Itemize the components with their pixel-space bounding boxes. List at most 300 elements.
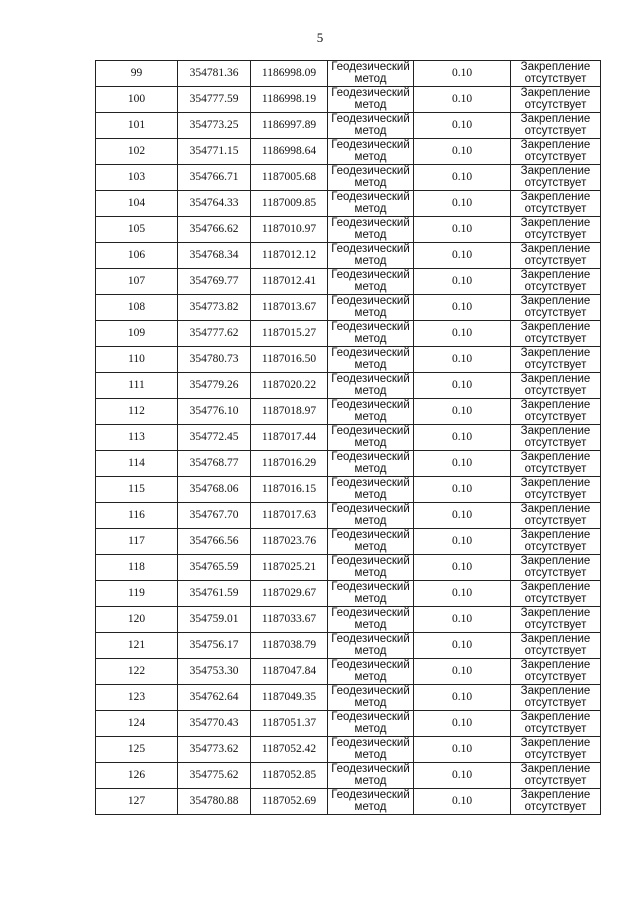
point-number-cell: 100 xyxy=(96,87,178,113)
fixation-text-line2: отсутствует xyxy=(524,514,587,527)
method-text-line1: Геодезический xyxy=(331,321,410,333)
table-row xyxy=(96,243,601,269)
fixation-text-line2: отсутствует xyxy=(524,644,587,657)
method-cell xyxy=(328,269,414,295)
table-row xyxy=(96,529,601,555)
accuracy-cell: 0.10 xyxy=(414,529,511,555)
method-text-line2: метод xyxy=(354,124,387,137)
point-number-cell: 99 xyxy=(96,61,178,87)
x-coordinate-cell: 354764.33 xyxy=(178,191,251,217)
fixation-cell xyxy=(511,113,601,139)
y-coordinate-cell: 1187016.29 xyxy=(251,451,328,477)
method-text-line1: Геодезический xyxy=(331,711,410,723)
fixation-cell xyxy=(511,659,601,685)
method-text-line2: метод xyxy=(354,98,387,111)
fixation-cell xyxy=(511,87,601,113)
fixation-cell xyxy=(511,139,601,165)
method-cell xyxy=(328,633,414,659)
accuracy-cell: 0.10 xyxy=(414,399,511,425)
table-row xyxy=(96,763,601,789)
fixation-text-line1: Закрепление xyxy=(520,711,591,723)
method-text-line2: метод xyxy=(354,748,387,761)
accuracy-cell: 0.10 xyxy=(414,139,511,165)
method-text-line1: Геодезический xyxy=(331,191,410,203)
accuracy-cell: 0.10 xyxy=(414,711,511,737)
fixation-text-line2: отсутствует xyxy=(524,176,587,189)
fixation-text-line2: отсутствует xyxy=(524,280,587,293)
y-coordinate-cell: 1186998.19 xyxy=(251,87,328,113)
point-number-cell: 117 xyxy=(96,529,178,555)
y-coordinate-cell: 1187016.50 xyxy=(251,347,328,373)
fixation-cell xyxy=(511,529,601,555)
method-text-line2: метод xyxy=(354,462,387,475)
accuracy-cell: 0.10 xyxy=(414,61,511,87)
point-number-cell: 113 xyxy=(96,425,178,451)
method-cell xyxy=(328,87,414,113)
y-coordinate-cell: 1187020.22 xyxy=(251,373,328,399)
page-number: 5 xyxy=(316,30,324,45)
method-cell xyxy=(328,243,414,269)
fixation-cell xyxy=(511,373,601,399)
method-text-line2: метод xyxy=(354,488,387,501)
point-number-cell: 111 xyxy=(96,373,178,399)
fixation-text-line1: Закрепление xyxy=(520,737,591,749)
method-text-line2: метод xyxy=(354,384,387,397)
accuracy-cell: 0.10 xyxy=(414,295,511,321)
fixation-cell xyxy=(511,737,601,763)
method-cell xyxy=(328,763,414,789)
table-row xyxy=(96,737,601,763)
method-text-line1: Геодезический xyxy=(331,529,410,541)
y-coordinate-cell: 1187052.42 xyxy=(251,737,328,763)
y-coordinate-cell: 1187049.35 xyxy=(251,685,328,711)
fixation-cell xyxy=(511,217,601,243)
fixation-text-line2: отсутствует xyxy=(524,566,587,579)
method-text-line2: метод xyxy=(354,176,387,189)
method-text-line1: Геодезический xyxy=(331,451,410,463)
fixation-text-line2: отсутствует xyxy=(524,124,587,137)
method-text-line2: метод xyxy=(354,306,387,319)
fixation-text-line2: отсутствует xyxy=(524,696,587,709)
y-coordinate-cell: 1187012.41 xyxy=(251,269,328,295)
table-row xyxy=(96,477,601,503)
method-text-line2: метод xyxy=(354,254,387,267)
fixation-text-line1: Закрепление xyxy=(520,399,591,411)
method-text-line1: Геодезический xyxy=(331,659,410,671)
table-row xyxy=(96,659,601,685)
y-coordinate-cell: 1187015.27 xyxy=(251,321,328,347)
method-text-line2: метод xyxy=(354,670,387,683)
accuracy-cell: 0.10 xyxy=(414,243,511,269)
point-number-cell: 112 xyxy=(96,399,178,425)
accuracy-cell: 0.10 xyxy=(414,321,511,347)
point-number-cell: 106 xyxy=(96,243,178,269)
method-text-line2: метод xyxy=(354,72,387,85)
method-cell xyxy=(328,295,414,321)
method-text-line1: Геодезический xyxy=(331,295,410,307)
fixation-text-line1: Закрепление xyxy=(520,581,591,593)
fixation-text-line2: отсутствует xyxy=(524,488,587,501)
method-cell xyxy=(328,425,414,451)
method-cell xyxy=(328,477,414,503)
point-number-cell: 115 xyxy=(96,477,178,503)
x-coordinate-cell: 354768.06 xyxy=(178,477,251,503)
x-coordinate-cell: 354765.59 xyxy=(178,555,251,581)
fixation-text-line2: отсутствует xyxy=(524,150,587,163)
method-text-line1: Геодезический xyxy=(331,789,410,801)
method-text-line2: метод xyxy=(354,800,387,813)
method-text-line1: Геодезический xyxy=(331,477,410,489)
fixation-text-line1: Закрепление xyxy=(520,139,591,151)
method-cell xyxy=(328,503,414,529)
table-row xyxy=(96,295,601,321)
point-number-cell: 103 xyxy=(96,165,178,191)
point-number-cell: 121 xyxy=(96,633,178,659)
fixation-text-line1: Закрепление xyxy=(520,87,591,99)
fixation-text-line1: Закрепление xyxy=(520,763,591,775)
table-row xyxy=(96,503,601,529)
y-coordinate-cell: 1187005.68 xyxy=(251,165,328,191)
table-row xyxy=(96,555,601,581)
fixation-cell xyxy=(511,555,601,581)
method-cell xyxy=(328,685,414,711)
x-coordinate-cell: 354759.01 xyxy=(178,607,251,633)
method-text-line2: метод xyxy=(354,332,387,345)
method-text-line1: Геодезический xyxy=(331,607,410,619)
fixation-cell xyxy=(511,321,601,347)
method-cell xyxy=(328,165,414,191)
fixation-cell xyxy=(511,425,601,451)
table-row xyxy=(96,191,601,217)
x-coordinate-cell: 354777.59 xyxy=(178,87,251,113)
y-coordinate-cell: 1186998.64 xyxy=(251,139,328,165)
table-row xyxy=(96,607,601,633)
y-coordinate-cell: 1187033.67 xyxy=(251,607,328,633)
table-row xyxy=(96,217,601,243)
method-text-line1: Геодезический xyxy=(331,425,410,437)
x-coordinate-cell: 354772.45 xyxy=(178,425,251,451)
fixation-cell xyxy=(511,789,601,815)
point-number-cell: 122 xyxy=(96,659,178,685)
x-coordinate-cell: 354771.15 xyxy=(178,139,251,165)
fixation-text-line1: Закрепление xyxy=(520,607,591,619)
x-coordinate-cell: 354766.71 xyxy=(178,165,251,191)
point-number-cell: 114 xyxy=(96,451,178,477)
method-text-line1: Геодезический xyxy=(331,87,410,99)
x-coordinate-cell: 354779.26 xyxy=(178,373,251,399)
method-text-line1: Геодезический xyxy=(331,347,410,359)
method-text-line2: метод xyxy=(354,436,387,449)
fixation-text-line1: Закрепление xyxy=(520,659,591,671)
fixation-cell xyxy=(511,763,601,789)
method-text-line1: Геодезический xyxy=(331,217,410,229)
method-text-line2: метод xyxy=(354,228,387,241)
coordinates-table-body xyxy=(96,61,601,815)
fixation-cell xyxy=(511,503,601,529)
fixation-text-line2: отсутствует xyxy=(524,332,587,345)
method-text-line2: метод xyxy=(354,280,387,293)
fixation-text-line2: отсутствует xyxy=(524,384,587,397)
fixation-text-line2: отсутствует xyxy=(524,98,587,111)
point-number-cell: 104 xyxy=(96,191,178,217)
y-coordinate-cell: 1187012.12 xyxy=(251,243,328,269)
method-cell xyxy=(328,711,414,737)
point-number-cell: 107 xyxy=(96,269,178,295)
table-row xyxy=(96,139,601,165)
accuracy-cell: 0.10 xyxy=(414,503,511,529)
fixation-cell xyxy=(511,243,601,269)
accuracy-cell: 0.10 xyxy=(414,269,511,295)
point-number-cell: 110 xyxy=(96,347,178,373)
x-coordinate-cell: 354761.59 xyxy=(178,581,251,607)
table-row xyxy=(96,711,601,737)
fixation-cell xyxy=(511,191,601,217)
method-text-line1: Геодезический xyxy=(331,165,410,177)
method-cell xyxy=(328,61,414,87)
accuracy-cell: 0.10 xyxy=(414,607,511,633)
table-row xyxy=(96,685,601,711)
accuracy-cell: 0.10 xyxy=(414,87,511,113)
x-coordinate-cell: 354753.30 xyxy=(178,659,251,685)
y-coordinate-cell: 1187052.69 xyxy=(251,789,328,815)
fixation-cell xyxy=(511,633,601,659)
method-text-line1: Геодезический xyxy=(331,61,410,73)
fixation-cell xyxy=(511,61,601,87)
fixation-cell xyxy=(511,399,601,425)
fixation-text-line1: Закрепление xyxy=(520,633,591,645)
x-coordinate-cell: 354781.36 xyxy=(178,61,251,87)
method-cell xyxy=(328,581,414,607)
y-coordinate-cell: 1187025.21 xyxy=(251,555,328,581)
point-number-cell: 105 xyxy=(96,217,178,243)
point-number-cell: 119 xyxy=(96,581,178,607)
fixation-text-line2: отсутствует xyxy=(524,540,587,553)
fixation-text-line1: Закрепление xyxy=(520,113,591,125)
fixation-text-line1: Закрепление xyxy=(520,347,591,359)
accuracy-cell: 0.10 xyxy=(414,659,511,685)
x-coordinate-cell: 354768.77 xyxy=(178,451,251,477)
point-number-cell: 127 xyxy=(96,789,178,815)
method-text-line2: метод xyxy=(354,540,387,553)
point-number-cell: 125 xyxy=(96,737,178,763)
y-coordinate-cell: 1187052.85 xyxy=(251,763,328,789)
fixation-text-line2: отсутствует xyxy=(524,72,587,85)
x-coordinate-cell: 354776.10 xyxy=(178,399,251,425)
fixation-cell xyxy=(511,165,601,191)
method-text-line1: Геодезический xyxy=(331,269,410,281)
fixation-text-line2: отсутствует xyxy=(524,254,587,267)
method-cell xyxy=(328,555,414,581)
accuracy-cell: 0.10 xyxy=(414,477,511,503)
accuracy-cell: 0.10 xyxy=(414,217,511,243)
y-coordinate-cell: 1187051.37 xyxy=(251,711,328,737)
accuracy-cell: 0.10 xyxy=(414,425,511,451)
point-number-cell: 118 xyxy=(96,555,178,581)
fixation-cell xyxy=(511,685,601,711)
y-coordinate-cell: 1187018.97 xyxy=(251,399,328,425)
accuracy-cell: 0.10 xyxy=(414,789,511,815)
x-coordinate-cell: 354768.34 xyxy=(178,243,251,269)
table-row xyxy=(96,581,601,607)
fixation-text-line2: отсутствует xyxy=(524,228,587,241)
method-text-line1: Геодезический xyxy=(331,399,410,411)
method-cell xyxy=(328,789,414,815)
point-number-cell: 108 xyxy=(96,295,178,321)
fixation-text-line2: отсутствует xyxy=(524,722,587,735)
method-text-line2: метод xyxy=(354,566,387,579)
table-row xyxy=(96,633,601,659)
method-cell xyxy=(328,451,414,477)
method-text-line2: метод xyxy=(354,410,387,423)
accuracy-cell: 0.10 xyxy=(414,113,511,139)
fixation-cell xyxy=(511,269,601,295)
point-number-cell: 109 xyxy=(96,321,178,347)
x-coordinate-cell: 354773.82 xyxy=(178,295,251,321)
table-row xyxy=(96,373,601,399)
fixation-text-line1: Закрепление xyxy=(520,685,591,697)
fixation-text-line1: Закрепление xyxy=(520,321,591,333)
accuracy-cell: 0.10 xyxy=(414,737,511,763)
fixation-text-line2: отсутствует xyxy=(524,774,587,787)
fixation-text-line1: Закрепление xyxy=(520,243,591,255)
accuracy-cell: 0.10 xyxy=(414,451,511,477)
method-cell xyxy=(328,113,414,139)
fixation-cell xyxy=(511,347,601,373)
y-coordinate-cell: 1187038.79 xyxy=(251,633,328,659)
method-cell xyxy=(328,373,414,399)
fixation-text-line1: Закрепление xyxy=(520,191,591,203)
table-row xyxy=(96,321,601,347)
method-text-line1: Геодезический xyxy=(331,685,410,697)
fixation-cell xyxy=(511,477,601,503)
method-cell xyxy=(328,737,414,763)
fixation-text-line1: Закрепление xyxy=(520,529,591,541)
accuracy-cell: 0.10 xyxy=(414,633,511,659)
accuracy-cell: 0.10 xyxy=(414,347,511,373)
y-coordinate-cell: 1187017.63 xyxy=(251,503,328,529)
method-text-line2: метод xyxy=(354,722,387,735)
table-row xyxy=(96,165,601,191)
method-text-line1: Геодезический xyxy=(331,763,410,775)
method-text-line1: Геодезический xyxy=(331,373,410,385)
method-text-line2: метод xyxy=(354,202,387,215)
fixation-text-line1: Закрепление xyxy=(520,373,591,385)
fixation-cell xyxy=(511,711,601,737)
y-coordinate-cell: 1187023.76 xyxy=(251,529,328,555)
fixation-text-line1: Закрепление xyxy=(520,425,591,437)
fixation-cell xyxy=(511,451,601,477)
accuracy-cell: 0.10 xyxy=(414,373,511,399)
method-text-line1: Геодезический xyxy=(331,633,410,645)
x-coordinate-cell: 354780.73 xyxy=(178,347,251,373)
method-text-line2: метод xyxy=(354,514,387,527)
y-coordinate-cell: 1187010.97 xyxy=(251,217,328,243)
method-text-line2: метод xyxy=(354,592,387,605)
y-coordinate-cell: 1187047.84 xyxy=(251,659,328,685)
fixation-text-line1: Закрепление xyxy=(520,295,591,307)
method-cell xyxy=(328,139,414,165)
method-text-line2: метод xyxy=(354,358,387,371)
x-coordinate-cell: 354770.43 xyxy=(178,711,251,737)
method-text-line1: Геодезический xyxy=(331,503,410,515)
coordinates-table xyxy=(95,60,601,815)
point-number-cell: 116 xyxy=(96,503,178,529)
accuracy-cell: 0.10 xyxy=(414,555,511,581)
table-row xyxy=(96,451,601,477)
y-coordinate-cell: 1186998.09 xyxy=(251,61,328,87)
point-number-cell: 120 xyxy=(96,607,178,633)
method-text-line1: Геодезический xyxy=(331,139,410,151)
fixation-text-line2: отсутствует xyxy=(524,670,587,683)
table-row xyxy=(96,113,601,139)
x-coordinate-cell: 354756.17 xyxy=(178,633,251,659)
method-cell xyxy=(328,217,414,243)
table-row xyxy=(96,347,601,373)
method-cell xyxy=(328,659,414,685)
accuracy-cell: 0.10 xyxy=(414,581,511,607)
table-row xyxy=(96,87,601,113)
method-cell xyxy=(328,347,414,373)
method-text-line2: метод xyxy=(354,696,387,709)
method-text-line1: Геодезический xyxy=(331,555,410,567)
fixation-text-line1: Закрепление xyxy=(520,503,591,515)
method-cell xyxy=(328,399,414,425)
x-coordinate-cell: 354773.25 xyxy=(178,113,251,139)
accuracy-cell: 0.10 xyxy=(414,191,511,217)
fixation-text-line1: Закрепление xyxy=(520,789,591,801)
method-cell xyxy=(328,607,414,633)
fixation-text-line1: Закрепление xyxy=(520,165,591,177)
fixation-text-line2: отсутствует xyxy=(524,618,587,631)
method-text-line2: метод xyxy=(354,150,387,163)
fixation-text-line2: отсутствует xyxy=(524,202,587,215)
x-coordinate-cell: 354766.56 xyxy=(178,529,251,555)
fixation-text-line1: Закрепление xyxy=(520,451,591,463)
fixation-text-line2: отсутствует xyxy=(524,358,587,371)
method-cell xyxy=(328,321,414,347)
fixation-text-line1: Закрепление xyxy=(520,477,591,489)
fixation-text-line2: отсутствует xyxy=(524,800,587,813)
method-text-line2: метод xyxy=(354,774,387,787)
fixation-text-line2: отсутствует xyxy=(524,462,587,475)
method-text-line1: Геодезический xyxy=(331,243,410,255)
method-cell xyxy=(328,529,414,555)
fixation-text-line2: отсутствует xyxy=(524,748,587,761)
x-coordinate-cell: 354775.62 xyxy=(178,763,251,789)
accuracy-cell: 0.10 xyxy=(414,685,511,711)
fixation-text-line2: отсутствует xyxy=(524,410,587,423)
x-coordinate-cell: 354762.64 xyxy=(178,685,251,711)
x-coordinate-cell: 354767.70 xyxy=(178,503,251,529)
table-row xyxy=(96,399,601,425)
method-text-line2: метод xyxy=(354,644,387,657)
method-cell xyxy=(328,191,414,217)
point-number-cell: 124 xyxy=(96,711,178,737)
method-text-line1: Геодезический xyxy=(331,113,410,125)
y-coordinate-cell: 1187016.15 xyxy=(251,477,328,503)
y-coordinate-cell: 1187029.67 xyxy=(251,581,328,607)
fixation-cell xyxy=(511,607,601,633)
table-row xyxy=(96,789,601,815)
accuracy-cell: 0.10 xyxy=(414,763,511,789)
fixation-text-line1: Закрепление xyxy=(520,269,591,281)
fixation-text-line2: отсутствует xyxy=(524,592,587,605)
x-coordinate-cell: 354777.62 xyxy=(178,321,251,347)
y-coordinate-cell: 1187013.67 xyxy=(251,295,328,321)
method-text-line1: Геодезический xyxy=(331,581,410,593)
fixation-text-line2: отсутствует xyxy=(524,436,587,449)
table-row xyxy=(96,425,601,451)
